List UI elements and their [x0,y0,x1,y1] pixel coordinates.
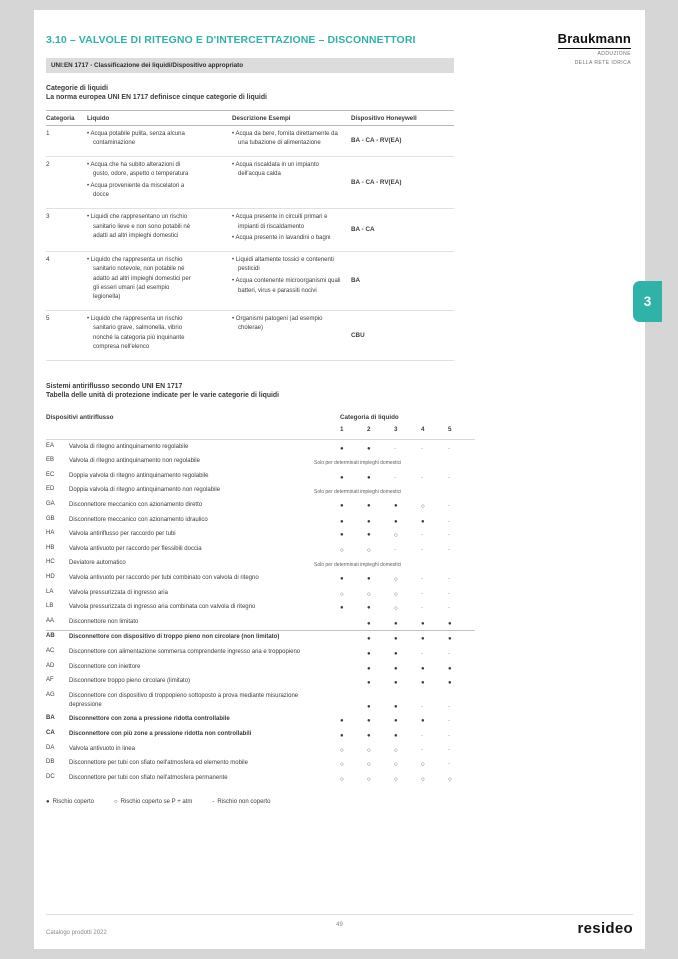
catalog-page [34,10,645,949]
matrix-cell [340,621,367,627]
honeywell-device-cell: BA [351,277,361,285]
matrix-cell: ○ [367,746,371,754]
protection-unit-row [46,542,475,557]
matrix-cell: ● [394,620,398,627]
protection-unit-code: GB [46,515,55,522]
brand-subtitle-line2: DELLA RETE IDRICA [574,60,631,67]
protection-unit-code: DA [46,744,55,751]
matrix-cell: - [448,590,450,597]
protection-unit-row [46,660,475,675]
column-header-3: Dispositivo Honeywell [351,114,417,122]
matrix-cell: - [448,474,450,481]
liquid-category-row [46,311,454,361]
liquid-bullet: • Liquido che rappresenta un rischio sanitario notevole, non potabile né adatto ad altri impieghi domestici per gli esseri umani (ad esempio legionella) [87,256,197,302]
antireflux-subheading: Tabella delle unità di protezione indicate per le varie categorie di liquidi [46,391,280,399]
liquid-categories-table-body [46,126,454,361]
matrix-cell: ● [340,518,344,525]
liquid-categories-subheading: La norma europea UNI EN 1717 definisce cinque categorie di liquidi [46,94,267,101]
examples-cell [232,161,351,203]
legend-item [46,799,94,805]
protection-unit-description: Disconnettore non limitato [69,618,139,625]
protection-unit-row [46,645,475,660]
protection-unit-code: EB [46,457,55,464]
matrix-cell: ● [340,532,344,539]
protection-unit-code: AF [46,677,54,684]
category-number: 2 [46,161,50,169]
category-number-header: 2 [367,426,371,434]
category-matrix-cells [340,519,475,525]
category-matrix-cells [340,666,475,672]
matrix-cell: ● [340,718,344,725]
example-bullet: • Acqua presente in lavandini o bagni [232,234,342,243]
category-number: 3 [46,213,50,221]
protection-unit-description: Disconnettore per tubi con sfiato nell'atmosfera ed elemento mobile [69,760,248,767]
category-matrix-cells [340,776,475,783]
protection-unit-description: Disconnettore per tubi con sfiato nell'atmosfera permanente [69,774,228,781]
protection-unit-description: Valvola di ritegno antinquinamento regolabile [69,443,189,450]
matrix-cell [340,680,367,686]
protection-unit-description: Disconnettore troppo pieno circolare (limitato) [69,678,191,685]
matrix-cell [340,636,367,642]
matrix-cell: ● [367,474,371,481]
matrix-cell: ○ [340,546,344,554]
honeywell-device-cell: CBU [351,331,365,339]
liquid-category-row [46,126,454,157]
protection-unit-code: DB [46,759,55,766]
matrix-cell: - [421,546,423,553]
matrix-cell: ○ [394,605,398,613]
column-header-0: Categoria [46,114,75,122]
category-matrix-cells [340,704,475,710]
matrix-cell: ● [367,518,371,525]
matrix-cell: - [421,532,423,539]
protection-unit-description: Valvola di ritegno antinquinamento non regolabile [69,458,200,465]
honeywell-device-cell: BA - CA [351,226,375,234]
matrix-cell: ● [340,474,344,481]
matrix-cell: ● [367,732,371,739]
matrix-cell: ○ [394,532,398,540]
matrix-cell: ○ [367,546,371,554]
protection-unit-row [46,513,475,528]
matrix-cell: - [421,703,423,710]
protection-unit-code: HB [46,544,55,551]
example-bullet: • Acqua da bere, fornita direttamente da una tubazione di alimentazione [232,130,342,149]
matrix-cell: ● [394,732,398,739]
protection-unit-code: GA [46,501,55,508]
legend-item [212,799,270,805]
matrix-cell: ● [367,718,371,725]
category-matrix-cells [340,747,475,754]
matrix-cell: ○ [394,590,398,598]
braukmann-logo: Braukmann [558,31,631,49]
matrix-cell: ○ [367,775,371,783]
matrix-cell: - [448,605,450,612]
liquid-category-column-header: Categoria di liquido [340,413,399,421]
matrix-cell: ● [394,718,398,725]
protection-unit-description: Disconnettore con più zone a pressione ridotta non controllabili [69,730,252,737]
risk-legend [46,799,633,805]
matrix-cell: ● [340,732,344,739]
matrix-cell: ○ [421,775,425,783]
examples-cell [232,315,351,355]
legend-item [114,799,192,805]
matrix-cell: ● [448,680,452,687]
category-number-header: 3 [394,426,398,434]
matrix-cell: ● [340,575,344,582]
legend-label: Rischio coperto se P + atm [120,798,193,805]
matrix-cell: - [448,761,450,768]
matrix-cell: - [448,718,450,725]
column-header-2: Descrizione Esempi [232,114,291,122]
protection-unit-description: Doppia valvola di ritegno antinquinamento non regolabile [69,487,221,494]
matrix-cell: - [448,518,450,525]
protection-unit-description: Valvola antivuoto per raccordo per tubi combinato con valvola di ritegno [69,574,259,581]
liquid-bullet: • Acqua che ha subito alterazioni di gusto, odore, aspetto o temperatura [87,161,197,180]
protection-unit-code: HD [46,573,55,580]
column-header-1: Liquido [87,114,110,122]
category-matrix-cells [340,680,475,686]
protection-unit-row [46,498,475,513]
matrix-cell: ○ [340,775,344,783]
matrix-cell: ● [421,620,425,627]
category-matrix-cells [340,733,475,739]
protection-unit-row [46,600,475,615]
matrix-cell: ● [367,650,371,657]
protection-unit-description: Valvola pressurizzata di ingresso aria [69,589,168,596]
honeywell-device-cell: BA - CA - RV(EA) [351,178,402,186]
protection-unit-description: Valvola antivuoto per raccordo per flessibili doccia [69,545,202,552]
resideo-logo: resideo [577,920,633,937]
liquid-categories-table-header [46,110,454,126]
category-number: 5 [46,315,50,323]
protection-unit-code: AA [46,617,55,624]
protection-unit-code: HA [46,530,55,537]
category-matrix-cells [340,547,475,554]
category-number-header: 5 [448,426,452,434]
matrix-cell: ● [340,445,344,452]
liquid-bullet: • Liquido che rappresenta un rischio sanitario grave, salmonella, vibrio nonché la categoria più inquinante compresa nell'elenco [87,315,197,352]
liquid-bullet: • Liquidi che rappresentano un rischio sanitario lieve e non sono potabili né adatti ad altri impieghi domestici [87,213,197,241]
matrix-cell: - [421,474,423,481]
protection-unit-description: Disconnettore con alimentazione sommersa comprendente ingresso aria e troppopieno [69,648,301,655]
protection-unit-code: LB [46,603,54,610]
page-title: 3.10 – VALVOLE DI RITEGNO E D'INTERCETTAZIONE – DISCONNETTORI [46,34,416,46]
matrix-cell: ○ [340,590,344,598]
domestic-use-note: Solo per determinati impieghi domestici [314,562,402,568]
protection-unit-code: AC [46,647,55,654]
protection-unit-code: AD [46,662,55,669]
matrix-cell [340,666,367,672]
protection-unit-row [46,727,475,742]
liquid-category-row [46,157,454,209]
matrix-cell: ● [394,636,398,643]
antireflux-heading: Sistemi antiriflusso secondo UNI EN 1717 [46,382,183,390]
protection-unit-row [46,674,475,689]
protection-unit-description: Disconnettore con dispositivo di troppo pieno non circolare (non limitato) [69,634,280,641]
matrix-cell: - [421,590,423,597]
matrix-cell: ● [367,620,371,627]
matrix-cell: ● [367,680,371,687]
protection-unit-row [46,689,475,713]
category-matrix-cells [340,621,475,627]
matrix-cell: ○ [340,761,344,769]
matrix-cell: ● [367,665,371,672]
matrix-cell: ● [367,703,371,710]
matrix-cell: - [448,532,450,539]
legend-symbol: ● [46,798,50,805]
protection-unit-row [46,771,475,786]
category-matrix-cells [340,761,475,768]
protection-unit-row [46,630,475,646]
matrix-cell: ● [367,503,371,510]
matrix-cell: - [448,575,450,582]
protection-unit-row [46,469,475,484]
protection-unit-row [46,615,475,630]
protection-unit-row [46,571,475,586]
matrix-cell: ○ [421,761,425,769]
matrix-cell: ● [394,703,398,710]
category-matrix-cells [340,605,475,612]
protection-unit-code: AG [46,691,55,698]
protection-unit-row [46,557,475,572]
liquid-categories-heading: Categorie di liquidi [46,85,109,92]
category-number-row [340,426,475,433]
matrix-cell: - [448,703,450,710]
category-number-header: 4 [421,426,425,434]
matrix-cell: - [448,445,450,452]
matrix-cell: - [394,445,396,452]
footer-catalog-label: Catalogo prodotti 2022 [46,930,107,936]
matrix-cell: - [421,445,423,452]
protection-unit-code: LA [46,588,54,595]
matrix-cell: ○ [340,746,344,754]
legend-label: Rischio coperto [52,798,94,805]
protection-unit-row [46,484,475,499]
category-matrix-cells [340,532,475,539]
matrix-cell: - [448,746,450,753]
protection-unit-description: Valvola pressurizzata di ingresso aria combinata con valvola di ritegno [69,604,256,611]
matrix-cell: ● [448,665,452,672]
matrix-cell: - [448,546,450,553]
protection-units-table-header [46,414,475,440]
examples-cell [232,213,351,246]
matrix-cell: ● [421,718,425,725]
domestic-use-note: Solo per determinati impieghi domestici [314,489,402,496]
category-number: 1 [46,130,50,137]
matrix-cell: - [421,605,423,612]
protection-unit-description: Disconnettore meccanico con azionamento diretto [69,502,203,509]
matrix-cell: ○ [421,503,425,511]
matrix-cell: ○ [394,775,398,783]
category-number: 4 [46,256,50,264]
legend-symbol: ○ [113,798,118,805]
liquid-description-cell [87,315,232,355]
matrix-cell: - [421,650,423,657]
matrix-cell: ○ [367,761,371,769]
liquid-category-row [46,252,454,311]
domestic-use-note: Solo per determinati impieghi domestici [314,459,402,466]
protection-unit-row [46,713,475,728]
protection-unit-code: CA [46,729,55,736]
page-footer [46,914,633,936]
protection-unit-code: DC [46,773,55,780]
matrix-cell [340,651,367,657]
examples-cell [232,130,351,151]
matrix-cell: ● [421,518,425,525]
category-matrix-cells [340,576,475,583]
matrix-cell: - [448,503,450,510]
protection-unit-row [46,756,475,771]
brand-block [558,30,631,68]
matrix-cell: - [421,575,423,582]
brand-subtitle-line1: ADDUZIONE [597,51,631,57]
matrix-cell: ● [448,620,452,627]
matrix-cell: ○ [367,590,371,598]
protection-unit-row [46,527,475,542]
matrix-cell: ● [448,636,452,643]
matrix-cell: ● [421,665,425,672]
liquid-description-cell [87,256,232,305]
matrix-cell: ● [421,680,425,687]
example-bullet: • Liquidi altamente tossici e contenenti pesticidi [232,256,342,275]
matrix-cell: ● [340,503,344,510]
matrix-cell: - [448,650,450,657]
matrix-cell: - [421,746,423,753]
matrix-cell: ● [394,665,398,672]
protection-units-table [46,414,475,786]
matrix-cell: ○ [394,746,398,754]
category-matrix-cells [340,718,475,724]
category-matrix-cells [340,591,475,598]
category-matrix-cells [340,475,475,481]
matrix-cell: ● [367,445,371,452]
category-number-header: 1 [340,426,344,434]
protection-unit-row [46,586,475,601]
matrix-cell: ● [394,503,398,510]
category-matrix-cells [340,636,475,642]
liquid-description-cell [87,161,232,203]
protection-unit-description: Disconnettore con zona a pressione ridotta controllabile [69,716,230,723]
protection-unit-code: BA [46,715,55,722]
matrix-cell: - [394,474,396,481]
footer-page-number: 49 [336,922,343,928]
protection-unit-description: Doppia valvola di ritegno antinquinamento regolabile [69,472,209,479]
liquid-category-row [46,209,454,252]
liquid-categories-table [46,110,454,361]
example-bullet: • Acqua contenente microorganismi quali batteri, virus e parassiti nocivi [232,277,342,296]
protection-unit-code: AB [46,633,55,640]
liquid-bullet: • Acqua potabile pulita, senza alcuna contaminazione [87,130,197,149]
section-number-tab: 3 [633,281,662,322]
protection-unit-code: EC [46,471,55,478]
protection-unit-row [46,454,475,469]
matrix-cell: ○ [448,775,452,783]
legend-symbol: - [212,798,215,805]
classification-banner: UNI:EN 1717 - Classificazione dei liquidi/Dispositivo appropriato [46,58,454,73]
liquid-description-cell [87,213,232,246]
example-bullet: • Acqua riscaldata in un impianto dell'acqua calda [232,161,342,180]
matrix-cell: ○ [394,575,398,583]
legend-label: Rischio non coperto [217,798,271,805]
matrix-cell: ● [340,605,344,612]
liquid-description-cell [87,130,232,151]
protection-unit-description: Disconnettore con dispositivo di troppopieno sottoposto a prova mediante misurazione depressione [69,692,299,708]
devices-column-header: Dispositivi antiriflusso [46,413,114,421]
protection-unit-description: Deviatore automatico [69,560,126,567]
liquid-bullet: • Acqua proveniente da miscelatori a docce [87,182,197,201]
matrix-cell: ● [394,680,398,687]
matrix-cell [340,704,367,710]
protection-unit-code: ED [46,486,55,493]
matrix-cell: - [421,732,423,739]
matrix-cell: ○ [394,761,398,769]
matrix-cell: - [448,732,450,739]
protection-unit-description: Disconnettore con iniettore [69,663,141,670]
protection-unit-description: Disconnettore meccanico con azionamento idraulico [69,516,208,523]
example-bullet: • Organismi patogeni (ad esempio cholerae) [232,315,342,334]
matrix-cell: ● [394,518,398,525]
matrix-cell: - [394,546,396,553]
matrix-cell: ● [367,532,371,539]
category-matrix-cells [340,503,475,510]
matrix-cell: ● [367,575,371,582]
matrix-cell: ● [394,650,398,657]
matrix-cell: ● [367,605,371,612]
matrix-cell: ● [421,636,425,643]
protection-unit-code: HC [46,559,55,566]
matrix-cell: ● [367,636,371,643]
category-matrix-cells [340,446,475,452]
protection-unit-description: Valvola antivuoto in linea [69,745,135,752]
example-bullet: • Acqua presente in circuiti primari e impianti di riscaldamento [232,213,342,232]
protection-unit-row [46,742,475,757]
protection-unit-code: EA [46,442,55,449]
protection-units-table-body [46,440,475,786]
protection-unit-description: Valvola antiriflusso per raccordo per tubi [69,531,176,538]
honeywell-device-cell: BA - CA - RV(EA) [351,137,402,145]
category-matrix-cells [340,651,475,657]
protection-unit-row [46,440,475,455]
examples-cell [232,256,351,305]
